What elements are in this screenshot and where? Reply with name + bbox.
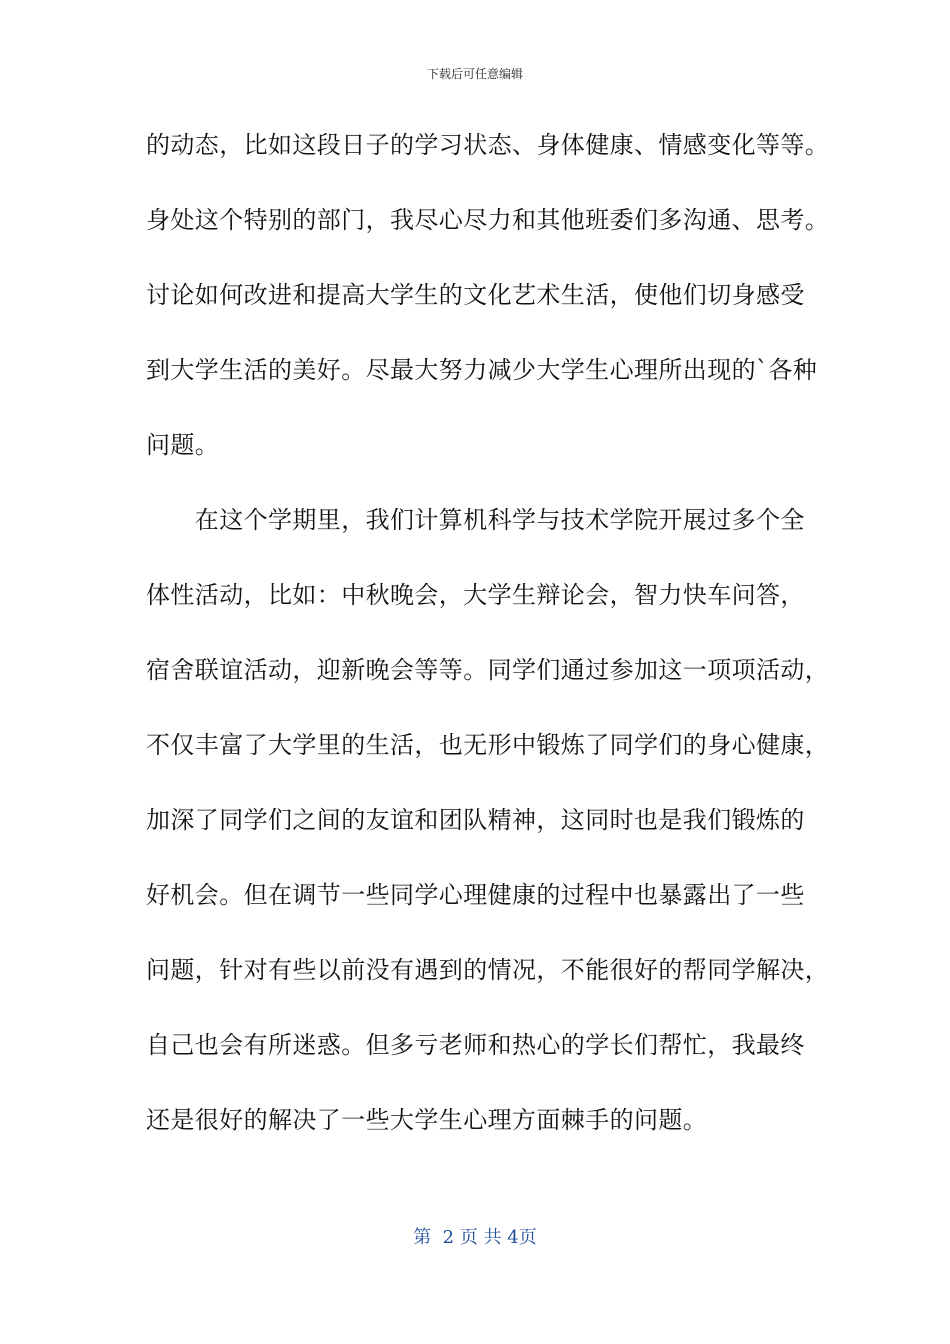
text-line: 自己也会有所迷惑。但多亏老师和热心的学长们帮忙，我最终 [146,1031,805,1059]
text-line: 还是很好的解决了一些大学生心理方面棘手的问题。 [146,1106,708,1134]
text-line: 加深了同学们之间的友谊和团队精神，这同时也是我们锻炼的 [146,806,805,834]
text-line: 不仅丰富了大学里的生活，也无形中锻炼了同学们的身心健康， [146,731,830,759]
text-line: 问题，针对有些以前没有遇到的情况，不能很好的帮同学解决， [146,956,830,984]
text-line: 到大学生活的美好。尽最大努力减少大学生心理所出现的`各种 [146,356,818,384]
text-line: 讨论如何改进和提高大学生的文化艺术生活，使他们切身感受 [146,281,805,309]
text-line: 问题。 [146,431,220,459]
page-header: 下载后可任意编辑 [426,67,523,81]
text-line: 身处这个特别的部门，我尽心尽力和其他班委们多沟通、思考。 [146,206,830,234]
text-line: 在这个学期里，我们计算机科学与技术学院开展过多个全 [146,506,805,534]
text-line: 的动态，比如这段日子的学习状态、身体健康、情感变化等等。 [146,131,830,159]
text-line: 体性活动，比如：中秋晚会，大学生辩论会，智力快车问答， [146,581,805,609]
text-line: 宿舍联谊活动，迎新晚会等等。同学们通过参加这一项项活动， [146,656,830,684]
text-line: 好机会。但在调节一些同学心理健康的过程中也暴露出了一些 [146,881,805,909]
page-number: 第 2 页 共 4页 [413,1227,537,1248]
